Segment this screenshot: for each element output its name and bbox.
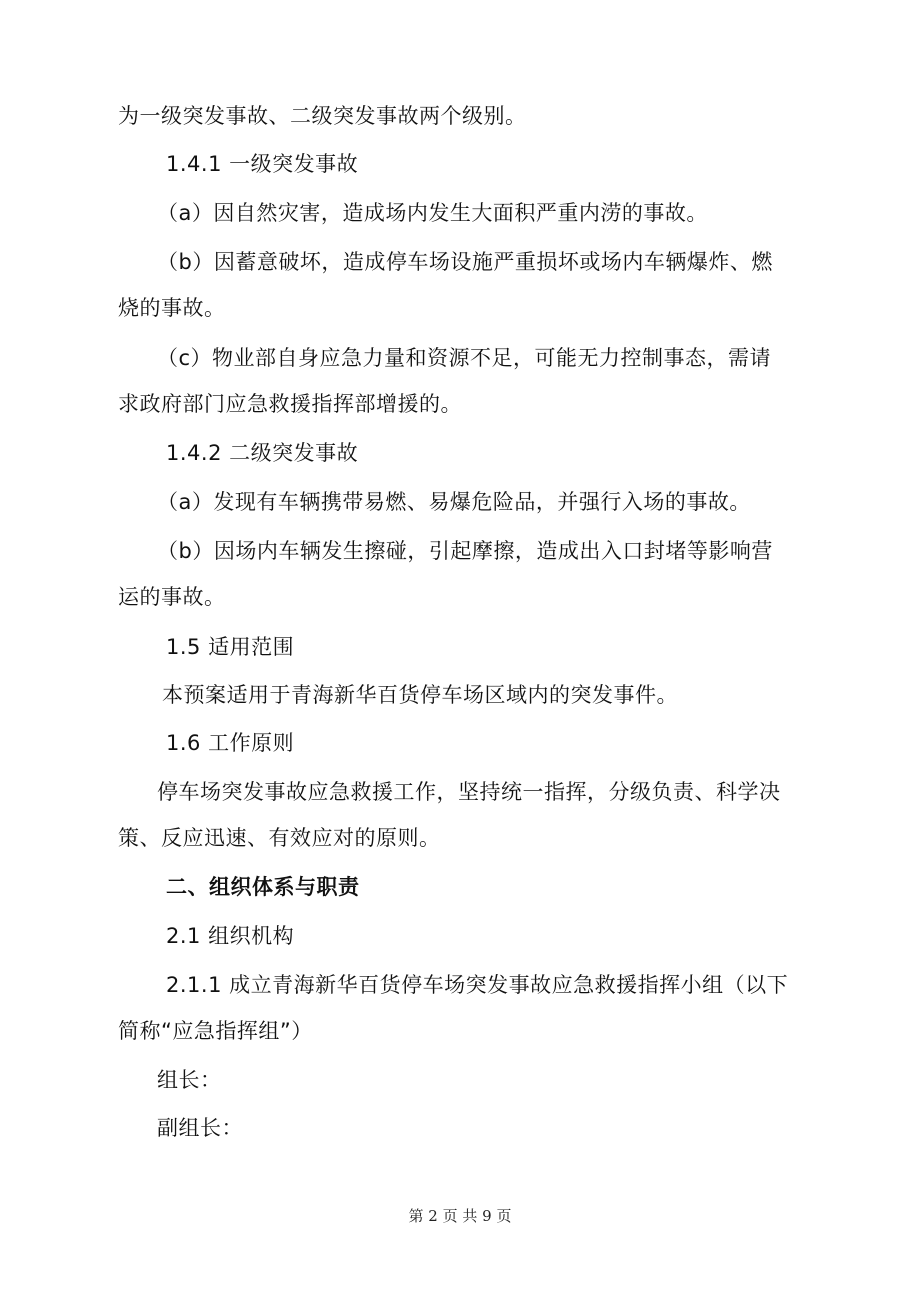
deputy-leader-label: 副组长：: [157, 1116, 243, 1140]
text-line: （c）物业部自身应急力量和资源不足，可能无力控制事态，需请: [157, 346, 772, 370]
leader-label: 组长：: [157, 1068, 222, 1092]
text-line: 为一级突发事故、二级突发事故两个级别。: [118, 104, 527, 128]
text-line: （b）因场内车辆发生擦碰，引起摩擦，造成出入口封堵等影响营: [157, 539, 773, 563]
chapter-heading-2: 二、组织体系与职责: [166, 875, 360, 899]
text-line: （b）因蓄意破坏，造成停车场设施严重损坏或场内车辆爆炸、燃: [157, 250, 773, 274]
text-line: 简称“应急指挥组”）: [118, 1019, 313, 1043]
section-heading-1-6: 1.6 工作原则: [166, 731, 295, 755]
text-line: 运的事故。: [118, 585, 226, 609]
text-line: （a）因自然灾害，造成场内发生大面积严重内涝的事故。: [157, 201, 708, 225]
text-line: 求政府部门应急救援指挥部增援的。: [118, 392, 462, 416]
text-line: 2.1.1 成立青海新华百货停车场突发事故应急救援指挥小组（以下: [166, 973, 789, 997]
section-heading-1-4-1: 1.4.1 一级突发事故: [166, 152, 359, 176]
page-footer: 第 2 页 共 9 页: [408, 1207, 512, 1225]
text-line: 烧的事故。: [118, 296, 226, 320]
text-line: 停车场突发事故应急救援工作，坚持统一指挥，分级负责、科学决: [157, 780, 781, 804]
text-line: 本预案适用于青海新华百货停车场区域内的突发事件。: [162, 683, 678, 707]
section-heading-1-5: 1.5 适用范围: [166, 635, 295, 659]
text-line: 策、反应迅速、有效应对的原则。: [118, 826, 441, 850]
text-line: （a）发现有车辆携带易燃、易爆危险品，并强行入场的事故。: [157, 490, 751, 514]
section-heading-1-4-2: 1.4.2 二级突发事故: [166, 441, 359, 465]
section-heading-2-1: 2.1 组织机构: [166, 924, 295, 948]
